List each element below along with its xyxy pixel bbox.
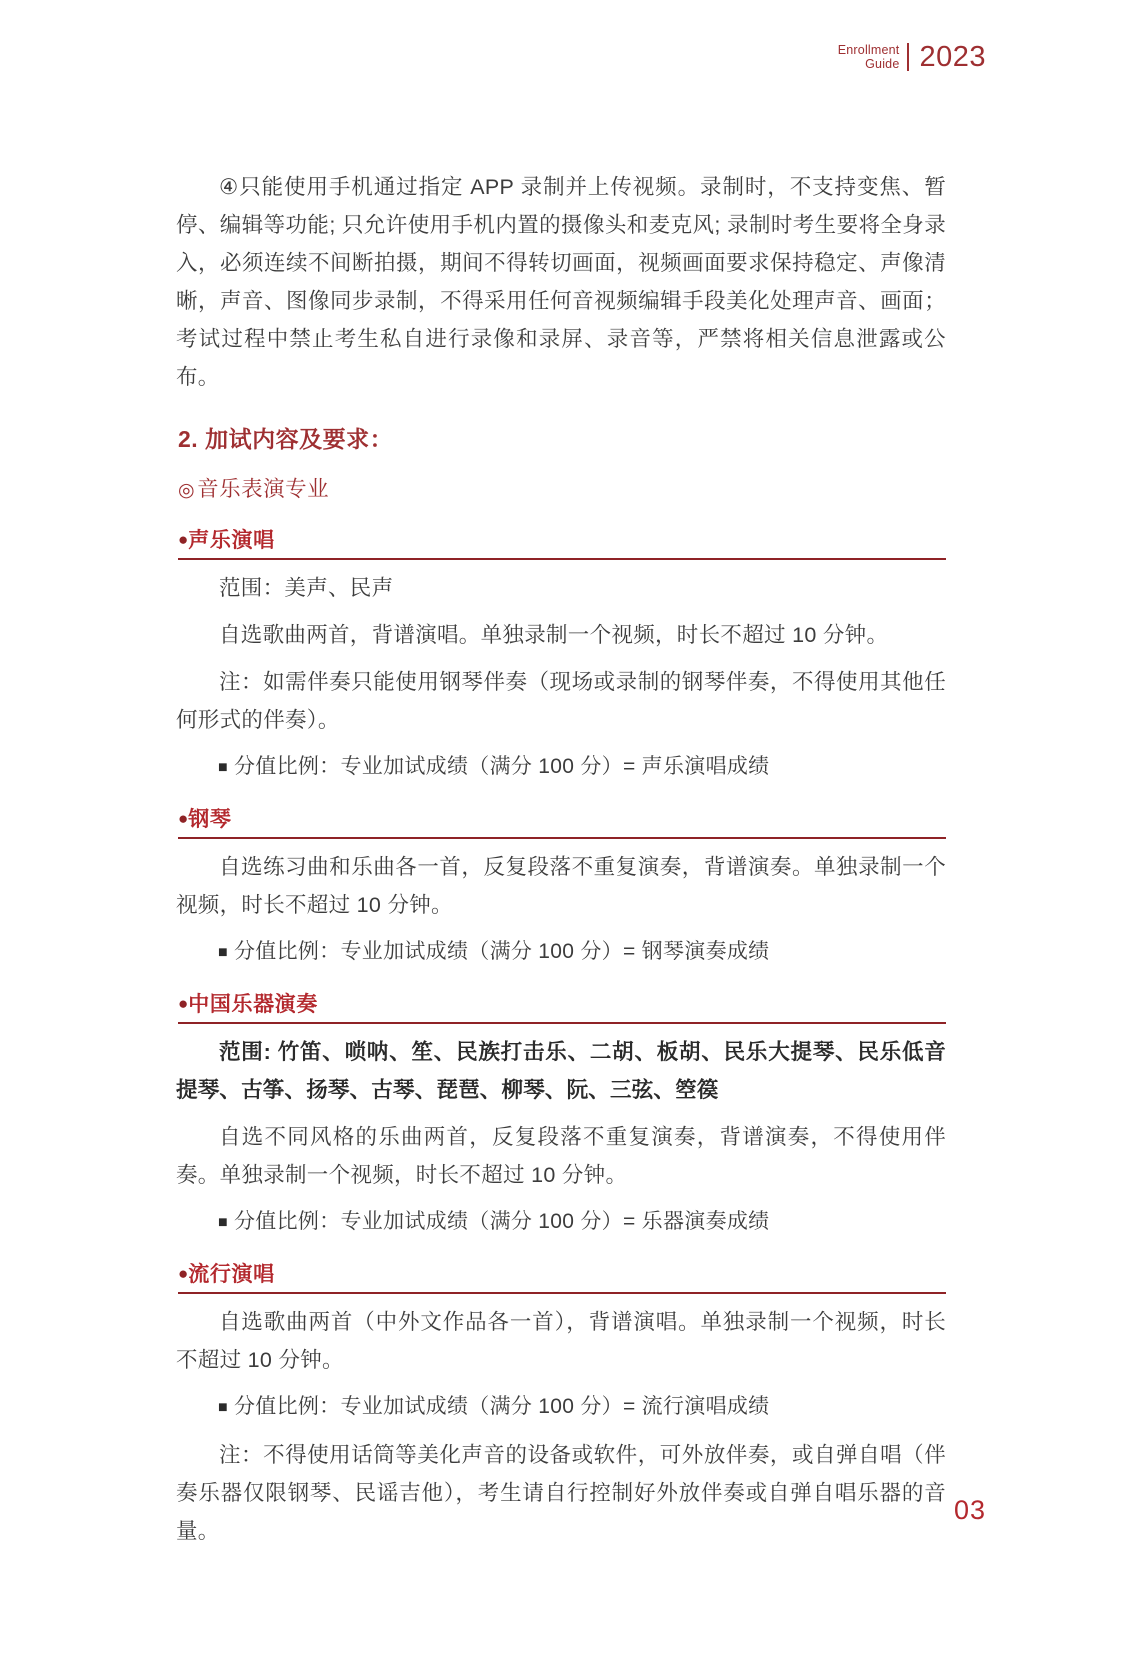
subsection-title: 流行演唱 [188,1263,275,1286]
square-mark-icon: ■ [218,1214,228,1231]
body-vocal: 自选歌曲两首，背谱演唱。单独录制一个视频，时长不超过 10 分钟。 [219,623,889,647]
subsection-title: 钢琴 [188,808,232,831]
spacer [176,839,946,848]
subsection-heading-chinese-instrument [176,988,946,1018]
section-title: 2. 加试内容及要求： [178,426,394,452]
range-line-vocal: 范围：美声、民声 [219,576,394,600]
spacer [176,739,946,748]
page-header [838,40,986,74]
header-brand-line1: Enrollment [837,43,900,57]
spacer [176,1024,946,1033]
spacer [176,607,946,616]
bullet-dot-icon: ● [178,809,189,828]
square-mark-icon: ■ [218,1399,228,1416]
intro-paragraph: ④只能使用手机通过指定 APP 录制并上传视频。录制时，不支持变焦、暂停、编辑等功能; 只允许使用手机内置的摄像头和麦克风; 录制时考生要将全身录入，必须连续不间断拍摄，期间不得转切画面，视频画面要求保持稳定、声像清晰，声音、图像同步录制，不得采用任何音视频编辑手段美化处理声音、画面；考试过程中禁止考生私自进行录像和录屏、录音等，严禁将相关信息泄露或公布。 [176,175,946,389]
spacer [176,924,946,933]
scoring-piano [176,933,946,972]
spacer [176,1109,946,1118]
page-content [176,168,946,1550]
body-chinese-instrument: 自选不同风格的乐曲两首，反复段落不重复演奏，背谱演奏，不得使用伴奏。单独录制一个视频，时长不超过 10 分钟。 [176,1125,946,1187]
spacer [176,1194,946,1203]
header-brand-label [838,43,908,71]
scoring-chinese-instrument [176,1203,946,1242]
subsection-heading-vocal [176,524,946,554]
subsection-title: 中国乐器演奏 [188,993,318,1016]
scoring-vocal [176,748,946,787]
scoring-text: 分值比例：专业加试成绩（满分 100 分）= 声乐演唱成绩 [233,755,770,778]
major-line [176,472,946,508]
spacer [176,456,946,472]
spacer [176,972,946,988]
body-piano: 自选练习曲和乐曲各一首，反复段落不重复演奏，背谱演奏。单独录制一个视频，时长不超过 10 分钟。 [176,855,946,917]
spacer [176,1427,946,1436]
circle-mark-icon: ◎ [178,480,196,501]
scoring-text: 分值比例：专业加试成绩（满分 100 分）= 钢琴演奏成绩 [233,940,770,963]
body-pop-vocal: 自选歌曲两首（中外文作品各一首），背谱演唱。单独录制一个视频，时长不超过 10 分钟。 [176,1310,946,1372]
spacer [176,1242,946,1258]
range-line-chinese-instrument: 范围: 竹笛、唢呐、笙、民族打击乐、二胡、板胡、民乐大提琴、民乐低音提琴、古筝、扬琴、古琴、琵琶、柳琴、阮、三弦、箜篌 [176,1040,946,1102]
major-label: 音乐表演专业 [197,477,330,501]
note-pop-vocal: 注：不得使用话筒等美化声音的设备或软件，可外放伴奏，或自弹自唱（伴奏乐器仅限钢琴、民谣吉他），考生请自行控制好外放伴奏或自弹自唱乐器的音量。 [176,1443,946,1543]
square-mark-icon: ■ [218,944,228,961]
subsection-title: 声乐演唱 [188,529,275,552]
bullet-dot-icon: ● [178,994,189,1013]
scoring-text: 分值比例：专业加试成绩（满分 100 分）= 流行演唱成绩 [233,1395,770,1418]
spacer [176,560,946,569]
spacer [176,787,946,803]
spacer [176,1294,946,1303]
square-mark-icon: ■ [218,759,228,776]
page-number: 03 [953,1495,986,1525]
note-vocal: 注：如需伴奏只能使用钢琴伴奏（现场或录制的钢琴伴奏，不得使用其他任何形式的伴奏）。 [176,670,946,732]
subsection-heading-pop-vocal [176,1258,946,1288]
bullet-dot-icon: ● [178,1264,189,1283]
header-brand-line2: Guide [865,57,900,71]
bullet-dot-icon: ● [178,530,189,549]
header-year: 2023 [919,40,986,73]
subsection-heading-piano [176,803,946,833]
scoring-text: 分值比例：专业加试成绩（满分 100 分）= 乐器演奏成绩 [233,1210,770,1233]
spacer [176,396,946,422]
spacer [176,1379,946,1388]
scoring-pop-vocal [176,1388,946,1427]
spacer [176,654,946,663]
spacer [176,508,946,524]
